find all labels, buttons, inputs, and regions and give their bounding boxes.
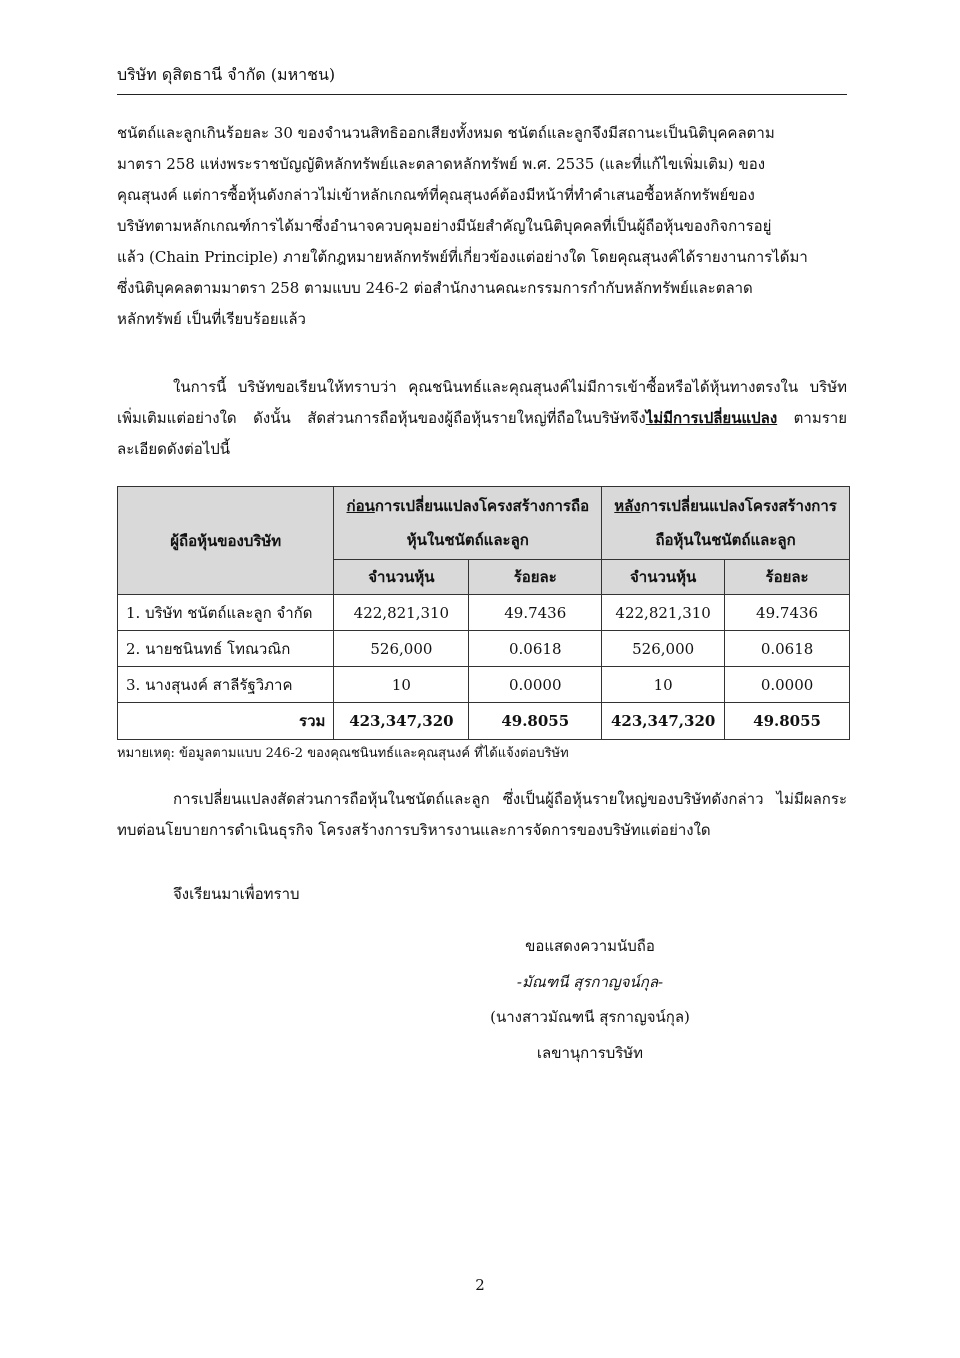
holder-name: 1. บริษัท ชนัตถ์และลูก จำกัด — [118, 595, 334, 631]
col-header-before-shares: จำนวนหุ้น — [334, 560, 469, 595]
table-row — [118, 667, 850, 703]
before-shares: 422,821,310 — [334, 595, 469, 631]
col-header-after-shares: จำนวนหุ้น — [602, 560, 725, 595]
after-percent: 0.0000 — [725, 667, 850, 703]
after-shares: 422,821,310 — [602, 595, 725, 631]
after-shares: 10 — [602, 667, 725, 703]
paragraph-text: ในการนี้ บริษัทขอเรียนให้ทราบว่า คุณชนินทธ์และคุณสุนงค์ไม่มีการเข้าซื้อหรือได้หุ้นทางตรงใน บริษัทเพิ่มเติมแต่อย่างใด ดังนั้น สัดส่วนการถือหุ้นของผู้ถือหุ้นรายใหญ่ที่ถือในบริษัทจึง — [117, 378, 847, 427]
paragraph-line: ชนัตถ์และลูกเกินร้อยละ 30 ของจำนวนสิทธิออกเสียงทั้งหมด ชนัตถ์และลูกจึงมีสถานะเป็นนิติบุคคลตาม — [117, 124, 775, 142]
paragraph-line: หลักทรัพย์ เป็นที่เรียบร้อยแล้ว — [117, 310, 306, 328]
paragraph-no-impact — [117, 784, 847, 846]
after-label: การเปลี่ยนแปลงโครงสร้างการถือหุ้นในชนัตถ์และลูก — [640, 497, 837, 549]
before-shares: 10 — [334, 667, 469, 703]
paragraph-line: มาตรา 258 แห่งพระราชบัญญัติหลักทรัพย์และตลาดหลักทรัพย์ พ.ศ. 2535 (และที่แก้ไขเพิ่มเติม) ของ — [117, 155, 766, 173]
before-label: การเปลี่ยนแปลงโครงสร้างการถือหุ้นในชนัตถ์และลูก — [374, 497, 590, 549]
paragraph-chain-principle — [117, 118, 847, 335]
holder-name: 3. นางสุนงค์ สาลีรัฐวิภาค — [118, 667, 334, 703]
after-percent: 49.7436 — [725, 595, 850, 631]
after-shares: 526,000 — [602, 631, 725, 667]
paragraph-line: ซึ่งนิติบุคคลตามมาตรา 258 ตามแบบ 246-2 ต่อสำนักงานคณะกรรมการกำกับหลักทรัพย์และตลาด — [117, 279, 753, 297]
paragraph-line: คุณสุนงค์ แต่การซื้อหุ้นดังกล่าวไม่เข้าหลักเกณฑ์ที่คุณสุนงค์ต้องมีหน้าที่ทำคำเสนอซื้อหลักทรัพย์ของ — [117, 186, 755, 204]
col-header-before-percent: ร้อยละ — [469, 560, 602, 595]
total-after-percent: 49.8055 — [725, 703, 850, 740]
paragraph-no-change — [117, 372, 847, 465]
signature-name: (นางสาวมัณฑนี สุรกาญจน์กุล) — [490, 1008, 690, 1026]
company-header: บริษัท ดุสิตธานี จำกัด (มหาชน) — [117, 65, 336, 84]
shareholding-table — [117, 486, 850, 740]
col-header-after-percent: ร้อยละ — [725, 560, 850, 595]
paragraph-text: การเปลี่ยนแปลงสัดส่วนการถือหุ้นในชนัตถ์และลูก ซึ่งเป็นผู้ถือหุ้นรายใหญ่ของบริษัทดังกล่าว ไม่มีผลกระทบต่อนโยบายการดำเนินธุรกิจ โครงสร้างการบริหารงานและการจัดการของบริษัทแต่อย่างใด — [117, 790, 847, 839]
before-percent: 0.0000 — [469, 667, 602, 703]
before-prefix: ก่อน — [346, 497, 375, 515]
col-header-before — [334, 487, 602, 560]
signature-title: เลขานุการบริษัท — [536, 1044, 644, 1062]
table-footnote: หมายเหตุ: ข้อมูลตามแบบ 246-2 ของคุณชนินทธ์และคุณสุนงค์ ที่ได้แจ้งต่อบริษัท — [117, 746, 569, 761]
no-change-emphasis: ไม่มีการเปลี่ยนแปลง — [645, 409, 778, 427]
before-percent: 0.0618 — [469, 631, 602, 667]
before-percent: 49.7436 — [469, 595, 602, 631]
signature-signed: -มัณฑนี สุรกาญจน์กุล- — [516, 973, 664, 991]
total-after-shares: 423,347,320 — [602, 703, 725, 740]
total-label: รวม — [118, 703, 334, 740]
holder-name: 2. นายชนินทธ์ โทณวณิก — [118, 631, 334, 667]
table-row — [118, 595, 850, 631]
paragraph-text-end: ตามรายละเอียดดังต่อไปนี้ — [117, 409, 847, 458]
before-shares: 526,000 — [334, 631, 469, 667]
table-row — [118, 631, 850, 667]
after-percent: 0.0618 — [725, 631, 850, 667]
header-divider — [117, 94, 847, 95]
col-header-holder: ผู้ถือหุ้นของบริษัท — [118, 487, 334, 595]
closing-line: จึงเรียนมาเพื่อทราบ — [173, 885, 300, 903]
total-before-shares: 423,347,320 — [334, 703, 469, 740]
paragraph-line: แล้ว (Chain Principle) ภายใต้กฎหมายหลักทรัพย์ที่เกี่ยวข้องแต่อย่างใด โดยคุณสุนงค์ได้รายงานการได้มา — [117, 248, 808, 266]
page-number: 2 — [475, 1276, 485, 1294]
table-total-row — [118, 703, 850, 740]
total-before-percent: 49.8055 — [469, 703, 602, 740]
signature-regards: ขอแสดงความนับถือ — [525, 937, 655, 955]
col-header-after — [602, 487, 850, 560]
after-prefix: หลัง — [614, 497, 641, 515]
paragraph-line: บริษัทตามหลักเกณฑ์การได้มาซึ่งอำนาจควบคุมอย่างมีนัยสำคัญในนิติบุคคลที่เป็นผู้ถือหุ้นของกิจการอยู่ — [117, 217, 772, 235]
